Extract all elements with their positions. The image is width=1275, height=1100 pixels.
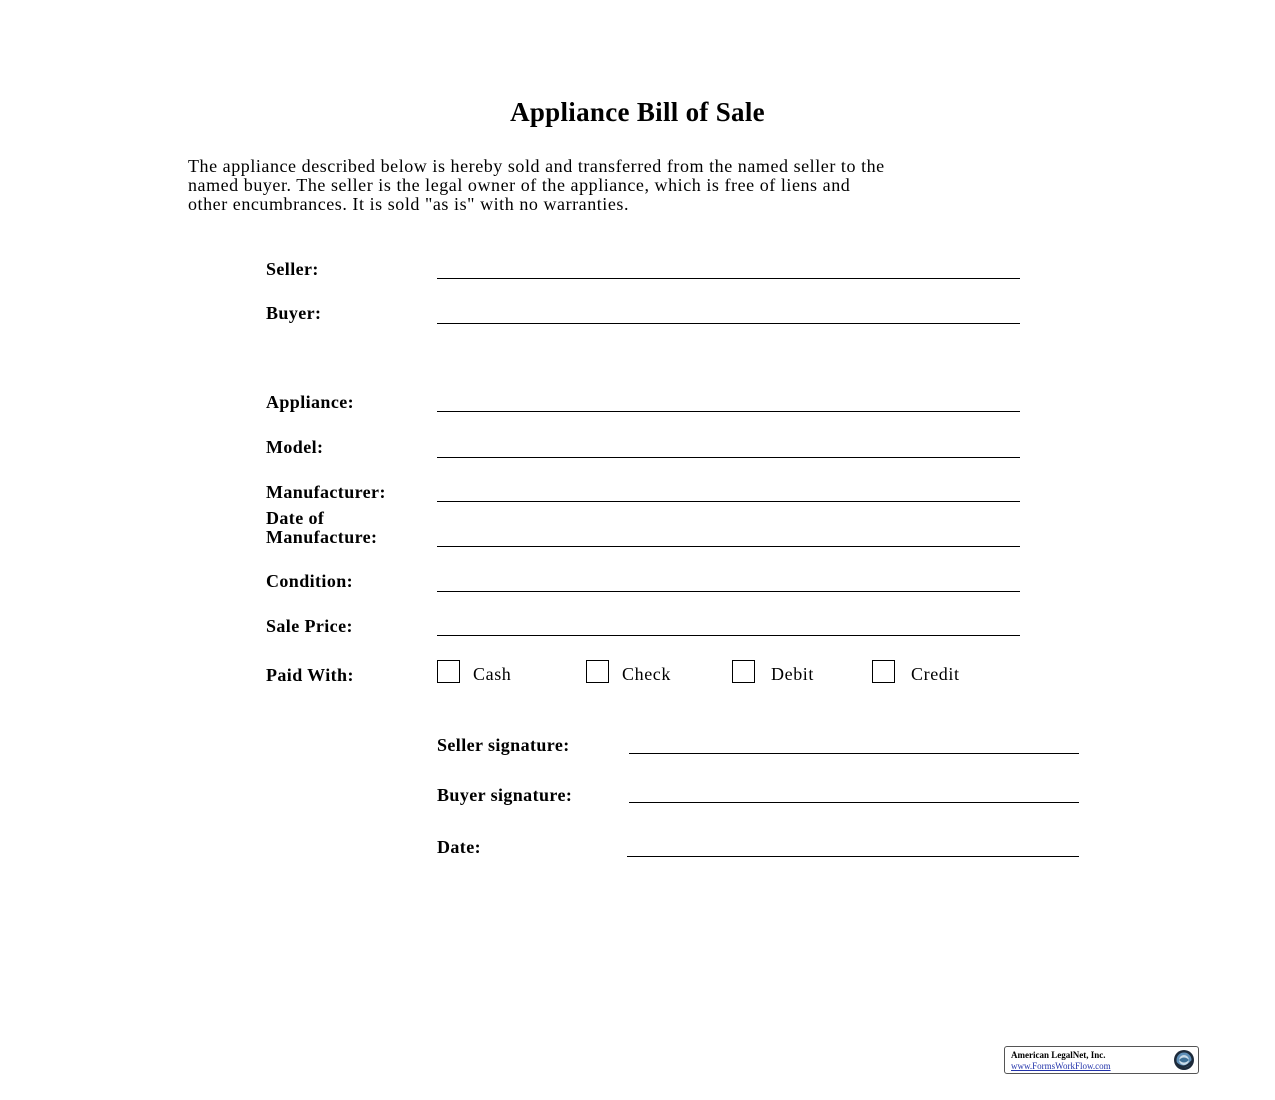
credit-checkbox[interactable] — [872, 660, 895, 683]
buyer-label: Buyer: — [266, 303, 322, 323]
globe-logo-icon — [1173, 1049, 1195, 1071]
seller-signature-field[interactable] — [629, 753, 1079, 754]
manufacturer-label: Manufacturer: — [266, 482, 386, 502]
date-field[interactable] — [627, 856, 1079, 857]
intro-line: other encumbrances. It is sold "as is" with no warranties. — [188, 194, 629, 214]
date-of-manufacture-field[interactable] — [437, 546, 1020, 547]
buyer-field[interactable] — [437, 323, 1020, 324]
appliance-field[interactable] — [437, 411, 1020, 412]
date-label: Date: — [437, 837, 481, 857]
check-checkbox[interactable] — [586, 660, 609, 683]
model-field[interactable] — [437, 457, 1020, 458]
intro-line: The appliance described below is hereby sold and transferred from the named seller to the — [188, 156, 885, 176]
debit-option-label: Debit — [771, 664, 814, 684]
credit-option-label: Credit — [911, 664, 960, 684]
date-of-manufacture-label — [266, 509, 377, 547]
cash-option-label: Cash — [473, 664, 512, 684]
model-label: Model: — [266, 437, 324, 457]
document-title: Appliance Bill of Sale — [510, 97, 765, 127]
debit-checkbox[interactable] — [732, 660, 755, 683]
sale-price-label: Sale Price: — [266, 616, 353, 636]
condition-field[interactable] — [437, 591, 1020, 592]
seller-signature-label: Seller signature: — [437, 735, 570, 755]
intro-paragraph — [188, 157, 1108, 214]
intro-line: named buyer. The seller is the legal owner of the appliance, which is free of liens and — [188, 175, 851, 195]
buyer-signature-label: Buyer signature: — [437, 785, 573, 805]
date-of-manufacture-label-line1: Date of — [266, 508, 325, 528]
footer-company: American LegalNet, Inc. — [1011, 1050, 1106, 1060]
appliance-label: Appliance: — [266, 392, 355, 412]
paid-with-label: Paid With: — [266, 665, 354, 685]
buyer-signature-field[interactable] — [629, 802, 1079, 803]
manufacturer-field[interactable] — [437, 501, 1020, 502]
date-of-manufacture-label-line2: Manufacture: — [266, 527, 378, 547]
seller-label: Seller: — [266, 259, 319, 279]
footer-badge[interactable] — [1004, 1046, 1199, 1074]
sale-price-field[interactable] — [437, 635, 1020, 636]
cash-checkbox[interactable] — [437, 660, 460, 683]
check-option-label: Check — [622, 664, 671, 684]
condition-label: Condition: — [266, 571, 354, 591]
footer-url-link[interactable]: www.FormsWorkFlow.com — [1011, 1061, 1111, 1071]
seller-field[interactable] — [437, 278, 1020, 279]
